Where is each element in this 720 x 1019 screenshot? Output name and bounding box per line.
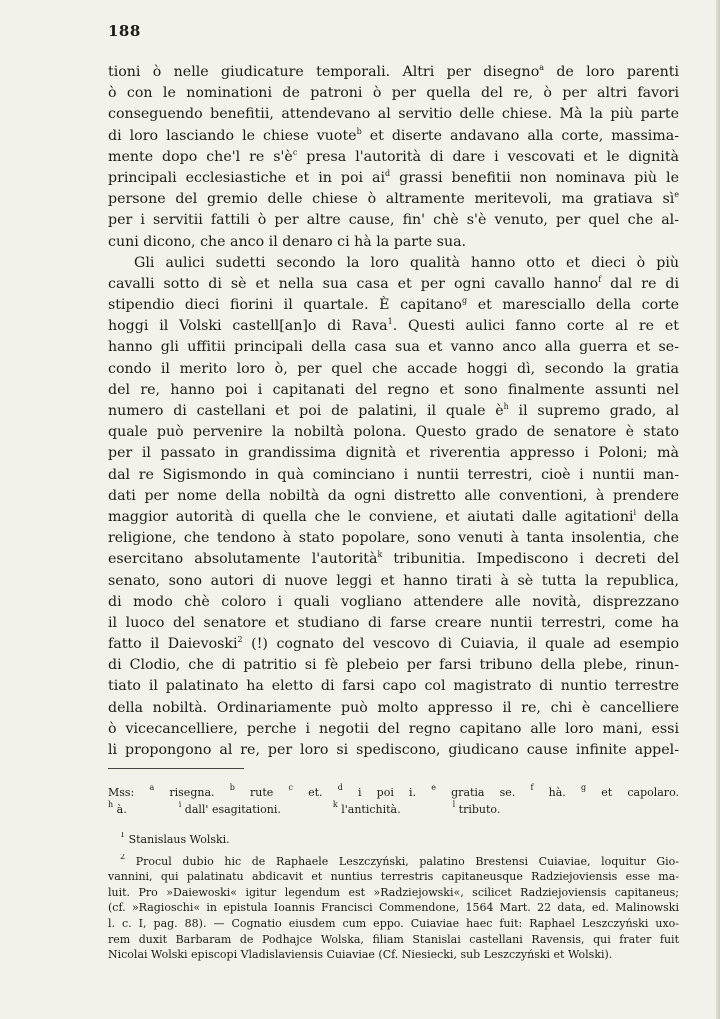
footnote-line	[108, 916, 679, 932]
variant-entry	[108, 800, 153, 816]
footnote-line	[108, 932, 679, 948]
variant-entry	[530, 783, 566, 799]
text-segment: religione, che tendono à stato popolare, sono venuti à tanta insolentia, che	[108, 530, 679, 547]
variant-entry	[580, 783, 679, 799]
variant-entry	[288, 783, 323, 799]
footnote-line	[108, 885, 679, 901]
footnote-line	[108, 854, 679, 870]
text-line	[108, 613, 679, 634]
note-marker: g	[461, 296, 468, 306]
variant-text: rute	[249, 786, 274, 799]
footnote-text: rem duxit Barbaram de Podhajce Wolska, filiam Stanislai castellani Ravensis, qui frater fuit	[108, 932, 679, 946]
text-segment: tiato il palatinato ha eletto di farsi capo col magistrato di nuntio terrestre	[108, 678, 679, 695]
footnote-text: Nicolai Wolski episcopi Vladislaviensis Cuiaviae (Cf. Niesiecki, sub Leszczyński et Wolski).	[108, 948, 613, 962]
footnote-separator	[108, 768, 244, 769]
footnote-number: 1	[120, 832, 126, 839]
text-line	[108, 359, 679, 380]
variants-line	[108, 784, 679, 801]
text-segment: della nobiltà. Ordinariamente può molto appresso il re, chi è cancelliere	[108, 699, 679, 716]
text-segment: il luoco del senatore et studiano di farse creare nuntii terrestri, come ha	[108, 614, 679, 631]
variant-key: g	[580, 783, 587, 792]
text-segment: persone del gremio delle chiese ò altramente meritevoli, ma gratiava sì	[108, 191, 675, 208]
text-line	[108, 337, 679, 358]
text-segment: de loro parenti	[544, 64, 679, 80]
footnote-line	[108, 900, 679, 916]
text-segment: cuni dicono, che anco il denaro ci hà la parte sua.	[108, 233, 467, 250]
text-segment: quale può pervenire la nobiltà polona. Questo grado de senatore è stato	[108, 424, 679, 441]
text-segment: il supremo grado, al	[508, 403, 679, 419]
text-segment: (!) cognato del vescovo di Cuiavia, il quale ad esempio	[242, 636, 679, 653]
variant-text: gratia se.	[451, 786, 516, 799]
note-marker: 1	[387, 317, 393, 327]
footnote-text: l. c. I, pag. 88). — Cognatio eiusdem cum eppo. Cuiaviae haec fuit: Raphael Leszczyński uxo-	[108, 916, 679, 930]
footnote-text: vannini, qui palatinatu abdicavit et nuntius terrestris capitaneusque Radziejoviensis esse ma-	[108, 870, 679, 884]
text-segment: numero di castellani et poi de palatini, il quale è	[108, 403, 504, 419]
footnote-text: luit. Pro »Daiewoski« igitur legendum est »Radziejowski«, scilicet Radziejoviensis capitaneus;	[108, 885, 679, 899]
text-line	[108, 401, 679, 422]
variants-line	[108, 801, 679, 818]
variant-key: k	[332, 800, 338, 809]
text-line	[108, 740, 679, 761]
text-segment: et diserte andavano alla corte, massima-	[361, 127, 679, 144]
text-line	[108, 210, 679, 231]
text-segment: tioni ò nelle giudicature temporali. Altri per disegno	[108, 64, 540, 80]
text-segment: dal re di	[601, 275, 679, 292]
note-marker: f	[598, 274, 602, 284]
text-line	[108, 380, 679, 401]
variant-text: et capolaro.	[601, 786, 679, 799]
variant-key: f	[530, 783, 534, 792]
text-line	[108, 189, 679, 210]
text-line	[108, 571, 679, 592]
variant-key: c	[288, 783, 293, 792]
text-line	[108, 507, 679, 528]
footnote-text: Stanislaus Wolski.	[125, 833, 230, 846]
variant-text: i poi i.	[358, 786, 417, 799]
main-text	[108, 62, 679, 761]
text-segment: hanno gli uffitii principali della casa sua et vanno anco alla guerra et se-	[108, 339, 679, 356]
note-marker: b	[356, 126, 362, 136]
text-line	[108, 676, 679, 697]
variant-text: tributo.	[458, 803, 501, 816]
footnote-line	[108, 947, 679, 963]
variant-entry	[149, 783, 215, 799]
footnote-line	[108, 832, 679, 848]
text-segment: di loro lasciando le chiese vuote	[108, 127, 357, 144]
variant-key: d	[337, 783, 343, 792]
text-segment: hoggi il Volski castell[an]o di Rava	[108, 318, 388, 335]
text-segment: et maresciallo della corte	[467, 297, 679, 314]
note-marker: a	[539, 63, 545, 72]
text-line	[108, 295, 679, 316]
text-segment: di modo chè coloro i quali vogliano attendere alle novità, disprezzano	[108, 593, 679, 610]
text-line	[108, 168, 679, 189]
text-line	[108, 274, 679, 295]
text-segment: della	[636, 508, 679, 525]
text-segment: dati per nome della nobiltà da ogni distretto alle conventioni, à prendere	[108, 487, 679, 504]
variant-entry	[452, 800, 527, 816]
text-line	[108, 719, 679, 740]
footnote-number: 2	[120, 853, 126, 861]
text-segment: principali ecclesiastiche et in poi ai	[108, 169, 386, 186]
variant-text: à.	[116, 803, 127, 816]
text-segment: li propongono al re, per loro si spediscono, giudicano cause infinite appel-	[108, 742, 679, 758]
text-segment: presa l'autorità di dare i vescovati et le dignità	[297, 148, 679, 165]
variant-key: h	[108, 800, 114, 809]
text-line	[108, 253, 679, 274]
text-segment: dal re Sigismondo in quà cominciano i nuntii terrestri, cioè i nuntii man-	[108, 466, 679, 483]
text-line	[108, 634, 679, 655]
note-marker: d	[385, 168, 391, 178]
note-marker: c	[292, 147, 298, 157]
variant-entry	[431, 783, 516, 799]
manuscript-variants	[108, 784, 679, 818]
text-line	[108, 698, 679, 719]
text-line	[108, 465, 679, 486]
footnote-text: (cf. »Ragioschi« in epistula Ioannis Francisci Commendone, 1564 Mart. 22 data, ed. Malinowski	[108, 901, 679, 915]
text-line	[108, 126, 679, 147]
text-segment: senato, sono autori di nuove leggi et hanno tirati à sè tutta la republica,	[108, 572, 679, 589]
note-marker: h	[503, 402, 509, 411]
variant-key: e	[431, 783, 436, 792]
variant-text: l'antichità.	[341, 803, 401, 816]
text-segment: mente dopo che'l re s'è	[108, 148, 293, 165]
variant-key: l	[452, 800, 456, 809]
variants-label: Mss:	[108, 786, 135, 799]
text-line	[108, 655, 679, 676]
text-segment: per il passato in grandissima dignità et riverentia appresso i Poloni; mà	[108, 445, 679, 462]
text-segment: esercitano absolutamente l'autorità	[108, 551, 378, 568]
note-marker: e	[674, 190, 679, 200]
footnote-line	[108, 869, 679, 885]
text-line	[108, 486, 679, 507]
text-segment: maggior autorità di quella che le conviene, et aiutati dalle agitationi	[108, 508, 634, 525]
text-segment: Gli aulici sudetti secondo la loro qualità hanno otto et dieci ò più	[134, 254, 679, 271]
text-line	[108, 528, 679, 549]
note-marker: 2	[237, 635, 243, 645]
note-marker: k	[377, 550, 383, 560]
text-line	[108, 62, 679, 83]
page-number: 188	[108, 22, 141, 40]
variant-entry	[332, 800, 427, 816]
text-line	[108, 83, 679, 104]
variant-text: risegna.	[169, 786, 215, 799]
text-line	[108, 104, 679, 125]
text-line	[108, 147, 679, 168]
text-segment: tribunitia. Impediscono i decreti del	[382, 551, 679, 568]
text-segment: fatto il Daievoski	[108, 636, 238, 653]
variant-entry	[229, 783, 274, 799]
footnotes	[108, 832, 679, 963]
text-line	[108, 232, 679, 253]
variant-text: dall' esagitationi.	[184, 803, 281, 816]
text-segment: condo il merito loro ò, per quel che accade hoggi dì, secondo la gratia	[108, 360, 679, 377]
footnote-text: Procul dubio hic de Raphaele Leszczyński, palatino Brestensi Cuiaviae, loquitur Gio-	[125, 854, 679, 868]
text-segment: del re, hanno poi i capitanati del regno et sono finalmente assunti nel	[108, 381, 679, 398]
text-line	[108, 316, 679, 337]
variant-key: b	[229, 783, 235, 792]
text-segment: ò con le nominationi de patroni ò per quella del re, ò per altri favori	[108, 85, 679, 102]
text-segment: cavalli sotto di sè et nella sua casa et per ogni cavallo hanno	[108, 275, 599, 292]
variant-text: et.	[308, 786, 323, 799]
text-segment: . Questi aulici fanno corte al re et	[392, 318, 679, 335]
variant-key: a	[149, 783, 155, 792]
text-segment: conseguendo benefitii, attendevano al servitio delle chiese. Mà la più parte	[108, 106, 679, 123]
page-edge	[716, 0, 720, 1019]
text-segment: ò vicecancelliere, perche i negotii del regno capitano alle loro mani, essi	[108, 720, 679, 737]
text-segment: per i servitii fattili ò per altre cause, fin' chè s'è venuto, per quel che al-	[108, 212, 679, 229]
variant-key: i	[178, 800, 182, 809]
text-segment: di Clodio, che di patritio si fè plebeio per farsi tribuno della plebe, rinun-	[108, 657, 679, 674]
text-line	[108, 422, 679, 443]
text-line	[108, 592, 679, 613]
variant-entry	[337, 783, 417, 799]
text-line	[108, 443, 679, 464]
variant-entry	[178, 800, 307, 816]
text-line	[108, 549, 679, 570]
variant-text: hà.	[548, 786, 566, 799]
text-segment: stipendio dieci fiorini il quartale. È capitano	[108, 297, 462, 314]
text-segment: grassi benefitii non nominava più le	[390, 169, 679, 186]
note-marker: i	[633, 507, 637, 517]
